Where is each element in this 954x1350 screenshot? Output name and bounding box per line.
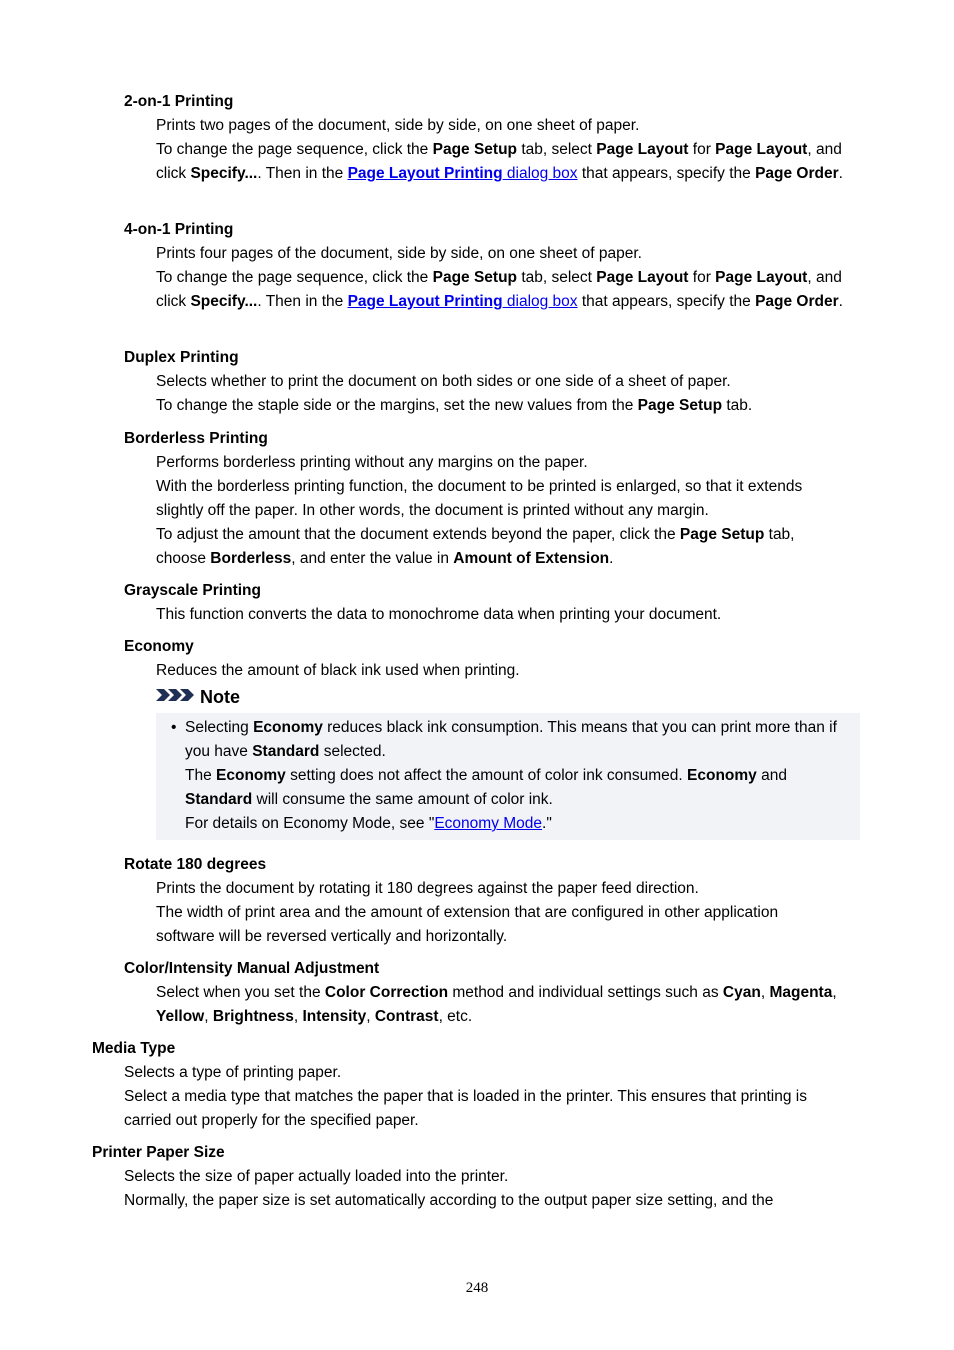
desc-duplex-printing [156, 370, 856, 418]
text: Selects a type of printing paper. [124, 1064, 342, 1081]
desc-rotate-180 [156, 877, 836, 949]
text: To change the page sequence, click the Page Setup tab, select Page Layout for Page Layout, and click Specify.... Then in the Page Layout Printing dialog box that appears, specify the Page Order. [156, 269, 843, 310]
text: Select when you set the Color Correction method and individual settings such as Cyan, Magenta, Yellow, Brightness, Intensity, Contrast, etc. [156, 984, 837, 1025]
text: Prints two pages of the document, side by side, on one sheet of paper. [156, 117, 640, 134]
heading-duplex-printing: Duplex Printing [124, 349, 239, 366]
text: Select a media type that matches the paper that is loaded in the printer. This ensures that printing is carried out properly for the specified paper. [124, 1088, 807, 1129]
text: Performs borderless printing without any margins on the paper. [156, 454, 588, 471]
text: To change the page sequence, click the Page Setup tab, select Page Layout for Page Layout, and click Specify.... Then in the Page Layout Printing dialog box that appears, specify the Page Order. [156, 141, 843, 182]
desc-borderless-printing [156, 451, 846, 571]
note-title: Note [200, 686, 240, 707]
note-text: Selecting Economy reduces black ink consumption. This means that you can print more than if you have Standard selected. [185, 719, 837, 760]
page-number: 248 [465, 1280, 489, 1296]
desc-4on1-printing [156, 242, 856, 314]
heading-media-type: Media Type [92, 1040, 176, 1057]
desc-economy [156, 659, 856, 683]
text: Normally, the paper size is set automatically according to the output paper size setting, and the [124, 1192, 774, 1209]
note-header [156, 684, 240, 710]
desc-2on1-printing [156, 114, 856, 186]
text: This function converts the data to monochrome data when printing your document. [156, 606, 722, 623]
heading-rotate-180: Rotate 180 degrees [124, 856, 267, 873]
heading-printer-paper-size: Printer Paper Size [92, 1144, 225, 1161]
heading-economy: Economy [124, 638, 194, 655]
page-layout-printing-link[interactable]: Page Layout Printing dialog box [347, 293, 578, 310]
note-chevrons-icon [156, 687, 196, 708]
desc-media-type [124, 1061, 844, 1133]
desc-grayscale-printing [156, 603, 856, 627]
text: Reduces the amount of black ink used when printing. [156, 662, 520, 679]
note-text: The Economy setting does not affect the amount of color ink consumed. Economy and Standard will consume the same amount of color ink. [185, 767, 787, 808]
heading-2on1-printing: 2-on-1 Printing [124, 93, 234, 110]
heading-color-intensity: Color/Intensity Manual Adjustment [124, 960, 380, 977]
heading-grayscale-printing: Grayscale Printing [124, 582, 261, 599]
text: The width of print area and the amount of extension that are configured in other application software will be reversed vertically and horizontally. [156, 904, 779, 945]
note-list-item [171, 716, 851, 836]
desc-printer-paper-size [124, 1165, 864, 1213]
heading-borderless-printing: Borderless Printing [124, 430, 268, 447]
bullet: • [171, 719, 177, 736]
page-layout-printing-link[interactable]: Page Layout Printing dialog box [347, 165, 578, 182]
heading-4on1-printing: 4-on-1 Printing [124, 221, 234, 238]
text: With the borderless printing function, the document to be printed is enlarged, so that it extends slightly off the paper. In other words, the document is printed without any margin. [156, 478, 803, 519]
text: Prints four pages of the document, side by side, on one sheet of paper. [156, 245, 642, 262]
text: Selects the size of paper actually loaded into the printer. [124, 1168, 509, 1185]
text: To change the staple side or the margins, set the new values from the Page Setup tab. [156, 397, 753, 414]
text: Selects whether to print the document on both sides or one side of a sheet of paper. [156, 373, 731, 390]
desc-color-intensity [156, 981, 864, 1029]
economy-mode-link[interactable]: Economy Mode [434, 815, 543, 832]
text: To adjust the amount that the document extends beyond the paper, click the Page Setup tab, choose Borderless, and enter the value in Amount of Extension. [156, 526, 795, 567]
text: Prints the document by rotating it 180 degrees against the paper feed direction. [156, 880, 699, 897]
note-text: For details on Economy Mode, see "Economy Mode." [185, 815, 552, 832]
note-box [156, 713, 860, 840]
